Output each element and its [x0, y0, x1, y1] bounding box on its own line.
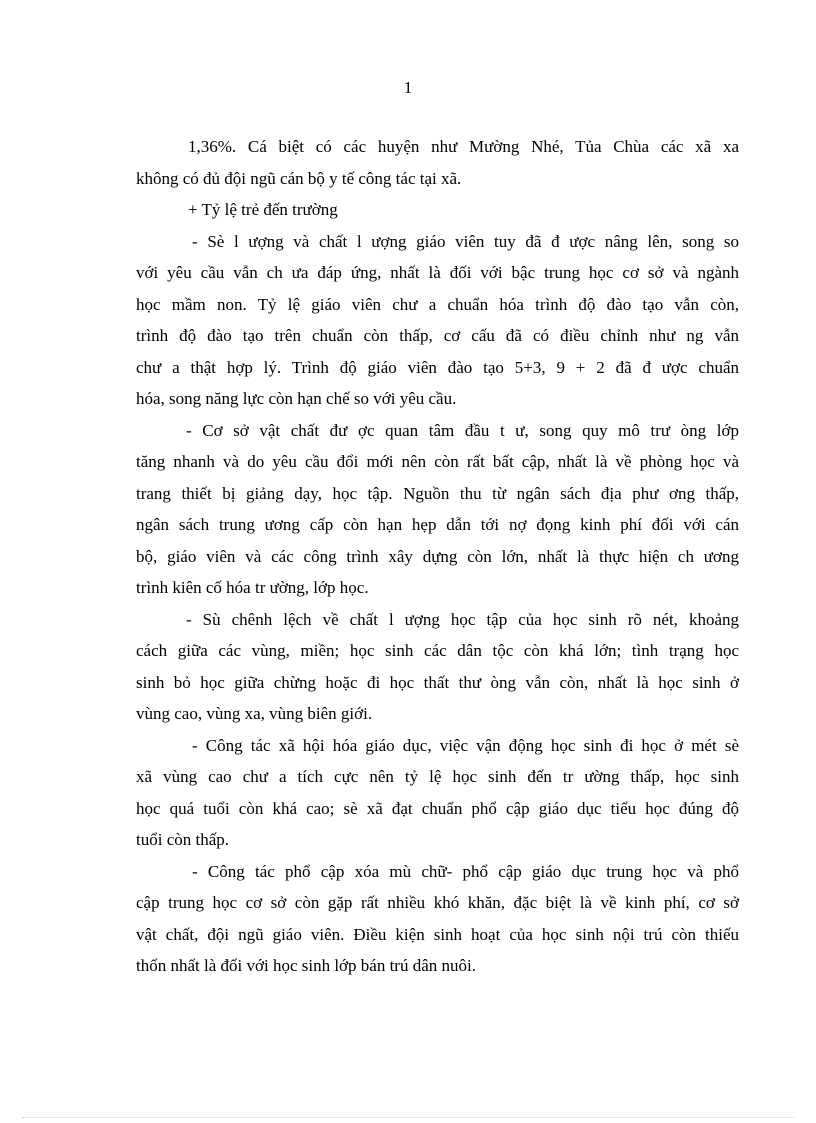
- page-number: 1: [403, 78, 413, 97]
- text-line: tăng nhanh và do yêu cầu đổi mới nên còn rất bất cập, nhất là về phòng học và: [136, 452, 739, 471]
- text-line: trang thiết bị giảng dạy, học tập. Nguồn thu từ ngân sách địa phư ơng thấp,: [136, 483, 739, 503]
- document-body: [136, 131, 739, 982]
- text-line: vùng cao, vùng xa, vùng biên giới.: [136, 704, 373, 723]
- paragraph-2: [136, 194, 739, 226]
- text-line: + Tỷ lệ trẻ đến trường: [188, 200, 338, 219]
- text-line: học mầm non. Tỷ lệ giáo viên chư a chuẩn hóa trình độ đào tạo vẫn còn,: [136, 294, 739, 314]
- text-line: tuổi còn thấp.: [136, 830, 230, 849]
- paragraph-7: [136, 856, 739, 982]
- text-line: cách giữa các vùng, miền; học sinh các dân tộc còn khá lớn; tình trạng học: [136, 641, 739, 660]
- text-line: trình độ đào tạo trên chuẩn còn thấp, cơ cấu đã có điều chỉnh như ng vẫn: [136, 326, 739, 345]
- text-line: chư a thật hợp lý. Trình độ giáo viên đào tạo 5+3, 9 + 2 đã đ ược chuẩn: [136, 357, 739, 377]
- text-line: 1,36%. Cá biệt có các huyện như Mường Nhé, Tủa Chùa các xã xa: [188, 137, 739, 156]
- text-line: vật chất, đội ngũ giáo viên. Điều kiện sinh hoạt của học sinh nội trú còn thiếu: [136, 924, 739, 944]
- page-bottom-divider: [22, 1117, 794, 1118]
- paragraph-6: [136, 730, 739, 856]
- text-line: - Công tác xã hội hóa giáo dục, việc vận động học sinh đi học ở mét sè: [192, 735, 739, 755]
- text-line: không có đủ đội ngũ cán bộ y tế công tác tại xã.: [136, 168, 462, 188]
- text-line: - Cơ sở vật chất đư ợc quan tâm đầu t ư, song quy mô trư òng lớp: [186, 420, 739, 440]
- paragraph-1: [136, 131, 739, 163]
- text-line: - Công tác phổ cập xóa mù chữ- phổ cập giáo dục trung học và phổ: [192, 861, 739, 881]
- text-line: xã vùng cao chư a tích cực nên tỷ lệ học sinh đến tr ường thấp, học sinh: [136, 767, 739, 786]
- text-line: - Sù chênh lệch về chất l ượng học tập của học sinh rõ nét, khoảng: [186, 609, 739, 629]
- text-line: thốn nhất là đối với học sinh lớp bán trú dân nuôi.: [136, 956, 476, 975]
- text-line: hóa, song năng lực còn hạn chế so với yêu cầu.: [136, 389, 457, 408]
- text-line: bộ, giáo viên và các công trình xây dựng còn lớn, nhất là thực hiện ch ương: [136, 546, 739, 566]
- paragraph-4: [136, 415, 739, 604]
- text-line: sinh bỏ học giữa chừng hoặc đi học thất thư òng vẫn còn, nhất là học sinh ở: [136, 672, 739, 692]
- text-line: học quá tuổi còn khá cao; sè xã đạt chuẩn phổ cập giáo dục tiểu học đúng độ: [136, 798, 739, 818]
- text-line: ngân sách trung ương cấp còn hạn hẹp dẫn tới nợ đọng kinh phí đối với cán: [136, 515, 739, 534]
- text-line: trình kiên cố hóa tr ường, lớp học.: [136, 578, 369, 597]
- text-line: cập trung học cơ sở còn gặp rất nhiều khó khăn, đặc biệt là về kinh phí, cơ sở: [136, 893, 739, 912]
- text-line: với yêu cầu vẫn ch ưa đáp ứng, nhất là đối với bậc trung học cơ sở và ngành: [136, 263, 739, 282]
- paragraph-5: [136, 604, 739, 730]
- text-line: - Sè l ượng và chất l ượng giáo viên tuy đã đ ược nâng lên, song so: [192, 231, 739, 251]
- paragraph-3: [136, 226, 739, 415]
- paragraph-1-cont: [136, 163, 739, 195]
